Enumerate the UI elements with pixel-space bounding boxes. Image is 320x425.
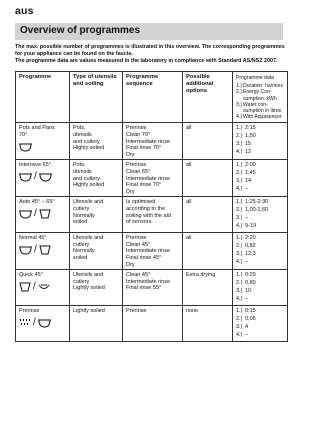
sequence-line: Dry xyxy=(126,188,135,195)
options-cell: all xyxy=(183,233,233,270)
programme-data-value xyxy=(236,141,285,148)
options-cell: Extra drying xyxy=(183,270,233,306)
programme-name-cell xyxy=(16,160,70,197)
programme-data-value xyxy=(236,215,285,222)
data-value: 0,82 xyxy=(245,243,256,250)
utensil-type-line: soiled xyxy=(73,219,88,226)
pot-icon xyxy=(19,209,32,219)
programme-data-value xyxy=(236,272,285,279)
sequence-line: Prerinse xyxy=(126,235,147,242)
data-number: 2.) xyxy=(236,133,243,140)
utensil-type-line: Highly soiled xyxy=(73,182,105,189)
utensil-type-line: Highly soiled xyxy=(73,145,105,152)
data-number: 3.) xyxy=(236,141,243,148)
table-body xyxy=(16,123,288,342)
programme-data-value xyxy=(236,125,285,132)
data-value: – xyxy=(245,215,249,222)
programme-name-cell xyxy=(16,123,70,160)
sequence-line: Prerinse xyxy=(126,125,147,132)
table-row xyxy=(16,197,288,233)
programme-data-cell xyxy=(233,197,288,233)
data-number: 2.) xyxy=(236,280,243,287)
programme-data-value xyxy=(236,308,285,315)
cup-icon xyxy=(39,245,51,255)
utensil-type-cell xyxy=(70,197,123,233)
data-value: 9-19 xyxy=(245,223,257,230)
sequence-line: Clean 45° xyxy=(126,241,151,248)
data-number: 4.) xyxy=(236,332,243,339)
sequence-line: Dry xyxy=(126,261,135,268)
sequence-line: Intermediate rinse xyxy=(126,175,171,182)
programme-data-cell xyxy=(233,270,288,306)
sequence-line: Final rinse 70° xyxy=(126,182,162,189)
options-cell: none xyxy=(183,306,233,342)
utensil-type-line: soiled xyxy=(73,255,88,262)
legend-item xyxy=(236,89,285,101)
programme-data-value xyxy=(236,149,285,156)
utensil-type-line: Lightly soiled xyxy=(73,285,105,292)
utensil-type-line: Normally xyxy=(73,248,95,255)
pot-icon xyxy=(19,142,32,152)
programme-name-line: Normal 45° xyxy=(19,235,47,242)
legend-item xyxy=(236,114,285,120)
data-number: 1.) xyxy=(236,199,243,206)
programme-name-cell xyxy=(16,306,70,342)
data-value: – xyxy=(245,259,249,266)
programme-data-value xyxy=(236,316,285,323)
table-row xyxy=(16,306,288,342)
programme-data-cell xyxy=(233,123,288,160)
utensil-type-line: Utensils and xyxy=(73,235,104,242)
sequence-cell xyxy=(123,160,183,197)
programme-icons xyxy=(19,141,67,153)
header-sequence: Programme sequence xyxy=(123,72,183,123)
programme-name-cell xyxy=(16,270,70,306)
sequence-cell xyxy=(123,306,183,342)
intro-paragraph-1: The max. possible number of programmes is illustrated in this overview. The corresponding programmes for your appliance can be found on the fascia. xyxy=(15,44,285,58)
sequence-cell xyxy=(123,197,183,233)
programme-name-line: 70° xyxy=(19,132,28,139)
programme-data-value xyxy=(236,259,285,266)
sequence-line: according to the xyxy=(126,205,166,212)
table-row xyxy=(16,160,288,197)
data-number: 1.) xyxy=(236,125,243,132)
header-type: Type of utensils and soiling xyxy=(70,72,123,123)
programme-data-value xyxy=(236,133,285,140)
data-value: 1:25-2:30 xyxy=(245,199,269,206)
legend-text: Duration: ha/mins xyxy=(243,83,283,90)
programme-name-line: Prerinse xyxy=(19,308,40,315)
data-number: 3.) xyxy=(236,178,243,185)
slash-separator: / xyxy=(34,207,37,219)
utensil-type-line: Utensils and xyxy=(73,199,104,206)
shower-icon xyxy=(19,318,31,328)
utensil-type-line: and cutlery xyxy=(73,138,100,145)
programme-data-value xyxy=(236,162,285,169)
programme-icons xyxy=(19,171,67,183)
sequence-line: Prerinse xyxy=(126,308,147,315)
programme-data-legend xyxy=(236,83,285,120)
data-value: 0,80 xyxy=(245,280,256,287)
data-value: 2:15 xyxy=(245,125,256,132)
programme-name-line: Quick 45° xyxy=(19,272,43,279)
legend-number: 2.) xyxy=(236,89,242,96)
pot-icon xyxy=(19,172,32,182)
intro-text xyxy=(15,44,287,66)
cup-icon xyxy=(39,209,51,219)
data-number: 4.) xyxy=(236,296,243,303)
utensil-type-line: Normally xyxy=(73,212,95,219)
slash-separator: / xyxy=(34,170,37,182)
data-number: 3.) xyxy=(236,215,243,222)
utensil-type-line: Lightly soiled xyxy=(73,308,105,315)
data-number: 4.) xyxy=(236,223,243,230)
programme-data-value xyxy=(236,186,285,193)
legend-text: Water con-sumption in litres xyxy=(243,101,282,115)
data-number: 1.) xyxy=(236,308,243,315)
pot-icon xyxy=(38,318,51,328)
data-value: 0:29 xyxy=(245,272,256,279)
table-header-row xyxy=(16,72,288,123)
data-value: 4 xyxy=(245,324,249,331)
header-programme: Programme xyxy=(16,72,70,123)
sequence-line: Prerinse xyxy=(126,162,147,169)
sequence-line: Final rinse 45° xyxy=(126,255,162,262)
intro-paragraph-2: The programme data are values measured in the laboratory in compliance with Standard AS/NSZ 2007. xyxy=(15,58,278,65)
programme-data-value xyxy=(236,296,285,303)
slash-separator: / xyxy=(34,243,37,255)
slash-separator: / xyxy=(33,316,36,328)
data-value: 10 xyxy=(245,288,252,295)
sequence-line: Final rinse 55° xyxy=(126,285,162,292)
sequence-line: Intermediate rinse xyxy=(126,248,171,255)
data-number: 2.) xyxy=(236,243,243,250)
utensil-type-line: cutlery xyxy=(73,205,90,212)
programme-icons xyxy=(19,317,67,329)
programme-data-value xyxy=(236,251,285,258)
sequence-line: Clean 65° xyxy=(126,168,151,175)
data-value: – xyxy=(245,186,249,193)
data-value: 15 xyxy=(245,141,252,148)
programme-data-cell xyxy=(233,160,288,197)
data-number: 2.) xyxy=(236,170,243,177)
utensil-type-line: Pots, xyxy=(73,125,86,132)
data-number: 3.) xyxy=(236,288,243,295)
options-cell: all xyxy=(183,160,233,197)
cup-icon xyxy=(19,282,31,292)
sequence-line: soiling with the aid xyxy=(126,212,171,219)
legend-item xyxy=(236,102,285,114)
utensil-type-line: and cutlery xyxy=(73,175,100,182)
data-value: 1,00-1,60 xyxy=(245,207,269,214)
sequence-cell xyxy=(123,270,183,306)
programme-data-value xyxy=(236,199,285,206)
programme-data-title: Programme data xyxy=(236,75,274,81)
utensil-type-line: utensils xyxy=(73,132,92,139)
data-value: 2:00 xyxy=(245,162,256,169)
data-value: 12 xyxy=(245,149,252,156)
programme-data-value xyxy=(236,288,285,295)
slash-separator: / xyxy=(33,280,36,292)
data-number: 1.) xyxy=(236,162,243,169)
table-row xyxy=(16,270,288,306)
programme-name-cell xyxy=(16,233,70,270)
utensil-type-line: utensils xyxy=(73,168,92,175)
utensil-type-cell xyxy=(70,123,123,160)
sequence-cell xyxy=(123,123,183,160)
programme-data-value xyxy=(236,280,285,287)
language-code: aus xyxy=(15,5,34,17)
programme-name-line: Intensive 65° xyxy=(19,162,51,169)
sequence-line: Clean 45° xyxy=(126,272,151,279)
sequence-line: Intermediate rinse xyxy=(126,278,171,285)
utensil-type-cell xyxy=(70,270,123,306)
data-number: 3.) xyxy=(236,251,243,258)
programme-data-value xyxy=(236,223,285,230)
data-value: 1,45 xyxy=(245,170,256,177)
data-value: 12,3 xyxy=(245,251,256,258)
programme-data-value xyxy=(236,170,285,177)
sequence-line: Is optimised xyxy=(126,199,156,206)
sequence-line: Final rinse 70° xyxy=(126,145,162,152)
data-number: 1.) xyxy=(236,272,243,279)
table-row xyxy=(16,233,288,270)
utensil-type-line: cutlery xyxy=(73,241,90,248)
programme-data-value xyxy=(236,235,285,242)
legend-number: 1.) xyxy=(236,83,242,90)
data-number: 2.) xyxy=(236,207,243,214)
utensil-type-line: Pots, xyxy=(73,162,86,169)
utensil-type-cell xyxy=(70,233,123,270)
programme-data-value xyxy=(236,207,285,214)
data-value: 1,50 xyxy=(245,133,256,140)
programme-icons xyxy=(19,244,67,256)
programme-data-value xyxy=(236,243,285,250)
data-number: 4.) xyxy=(236,259,243,266)
data-number: 1.) xyxy=(236,235,243,242)
programme-data-cell xyxy=(233,306,288,342)
programme-name-line: Auto 45° – 65° xyxy=(19,199,55,206)
programme-data-value xyxy=(236,332,285,339)
legend-number: 3.) xyxy=(236,101,242,108)
header-programme-data xyxy=(233,72,288,123)
legend-number: 4.) xyxy=(236,114,242,121)
data-value: 2:20 xyxy=(245,235,256,242)
utensil-type-cell xyxy=(70,160,123,197)
plate-icon xyxy=(38,282,50,292)
legend-text: With Aquasensor xyxy=(243,114,282,121)
header-options: Possible additional options xyxy=(183,72,233,123)
pot-icon xyxy=(19,245,32,255)
utensil-type-line: Utensils and xyxy=(73,272,104,279)
pot-icon xyxy=(39,172,52,182)
table-row xyxy=(16,123,288,160)
programme-icons xyxy=(19,281,67,293)
sequence-line: of sensors. xyxy=(126,219,153,226)
sequence-cell xyxy=(123,233,183,270)
data-value: – xyxy=(245,332,249,339)
data-value: – xyxy=(245,296,249,303)
data-number: 2.) xyxy=(236,316,243,323)
legend-text: Energy Con-sumption: kWh xyxy=(243,89,277,102)
programme-data-cell xyxy=(233,233,288,270)
programme-name-line: Pots and Pans xyxy=(19,125,55,132)
programme-name-cell xyxy=(16,197,70,233)
data-number: 3.) xyxy=(236,324,243,331)
data-number: 4.) xyxy=(236,186,243,193)
options-cell: all xyxy=(183,197,233,233)
utensil-type-cell xyxy=(70,306,123,342)
section-banner: Overview of programmes xyxy=(15,23,283,40)
data-number: 4.) xyxy=(236,149,243,156)
sequence-line: Intermediate rinse xyxy=(126,138,171,145)
sequence-line: Dry xyxy=(126,151,135,158)
data-value: 14 xyxy=(245,178,252,185)
programme-table xyxy=(15,71,288,342)
programme-data-value xyxy=(236,178,285,185)
options-cell: all xyxy=(183,123,233,160)
programme-data-value xyxy=(236,324,285,331)
sequence-line: Clean 70° xyxy=(126,132,151,139)
programme-icons xyxy=(19,208,67,220)
data-value: 0:15 xyxy=(245,308,256,315)
utensil-type-line: cutlery xyxy=(73,278,90,285)
data-value: 0,05 xyxy=(245,316,256,323)
